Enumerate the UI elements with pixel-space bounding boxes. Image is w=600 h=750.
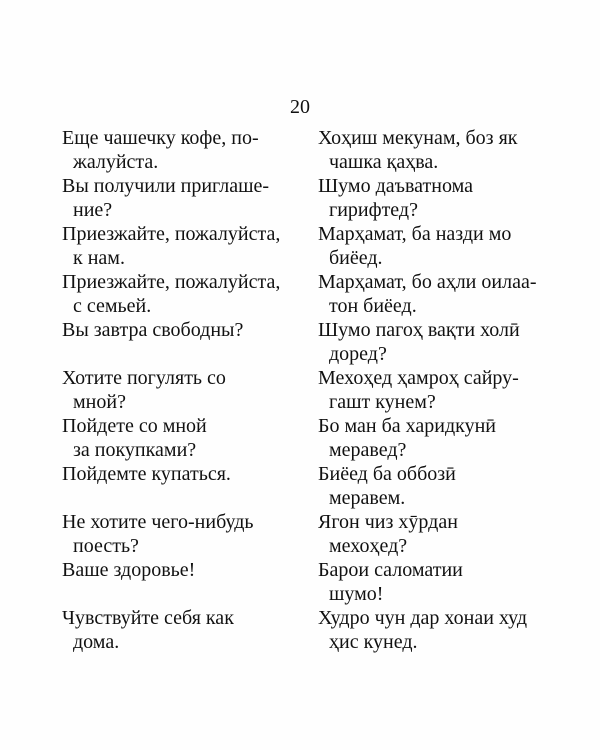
phrase-line: гашт кунем? [329, 391, 436, 413]
phrase-line: ние? [73, 199, 113, 221]
phrase-line: доред? [329, 343, 387, 365]
phrase-tj-8 [318, 462, 558, 510]
phrase-line: Приезжайте, пожалуйста, [62, 223, 281, 245]
phrase-tj-5 [318, 318, 558, 366]
phrase-line: Хоҳиш мекунам, боз як [318, 127, 518, 149]
phrase-line: биёед. [329, 247, 383, 269]
phrase-line: Приезжайте, пожалуйста, [62, 271, 281, 293]
phrase-ru-1 [62, 126, 302, 174]
phrase-line: Еще чашечку кофе, по- [62, 127, 259, 149]
phrase-line: ҳис кунед. [329, 631, 418, 653]
russian-column [62, 126, 302, 654]
phrase-line: жалуйста. [73, 151, 159, 173]
phrase-ru-6 [62, 366, 302, 414]
tajik-column [318, 126, 558, 654]
phrase-line: Марҳамат, бо аҳли оилаа- [318, 271, 537, 293]
phrase-line: к нам. [73, 247, 125, 269]
phrase-line: меравем. [329, 487, 406, 509]
phrase-line: Худро чун дар хонаи худ [318, 607, 528, 629]
phrase-ru-11 [62, 606, 302, 654]
phrase-tj-6 [318, 366, 558, 414]
phrase-ru-10 [62, 558, 302, 582]
phrase-line: поесть? [73, 535, 139, 557]
phrase-line: Ягон чиз хӯрдан [318, 511, 458, 533]
phrase-line: Чувствуйте себя как [62, 607, 234, 629]
phrase-tj-3 [318, 222, 558, 270]
phrase-line: дома. [73, 631, 120, 653]
phrase-ru-7 [62, 414, 302, 462]
phrase-ru-8 [62, 462, 302, 486]
phrase-line: гирифтед? [329, 199, 418, 221]
phrase-line: меравед? [329, 439, 407, 461]
phrase-line: Ваше здоровье! [62, 559, 196, 581]
phrase-line: Шумо пагоҳ вақти холӣ [318, 319, 520, 341]
phrase-tj-7 [318, 414, 558, 462]
phrase-line: Биёед ба оббозӣ [318, 463, 456, 485]
phrase-line: Пойдемте купаться. [62, 463, 231, 485]
phrase-line: чашка қаҳва. [329, 151, 439, 173]
phrase-tj-1 [318, 126, 558, 174]
phrase-line: Вы получили приглаше- [62, 175, 270, 197]
phrase-line: за покупками? [73, 439, 197, 461]
phrase-tj-9 [318, 510, 558, 558]
phrase-tj-11 [318, 606, 558, 654]
phrase-ru-2 [62, 174, 302, 222]
phrase-ru-5 [62, 318, 302, 342]
phrase-tj-4 [318, 270, 558, 318]
phrase-tj-10 [318, 558, 558, 606]
phrase-line: Барои саломатии [318, 559, 463, 581]
phrase-line: мехоҳед? [329, 535, 408, 557]
phrase-line: шумо! [329, 583, 384, 605]
phrase-ru-9 [62, 510, 302, 558]
page-number: 20 [290, 96, 310, 118]
phrase-line: Марҳамат, ба назди мо [318, 223, 512, 245]
phrase-tj-2 [318, 174, 558, 222]
phrase-line: Не хотите чего-нибудь [62, 511, 254, 533]
phrase-line: мной? [73, 391, 126, 413]
phrase-line: Пойдете со мной [62, 415, 207, 437]
phrase-line: с семьей. [73, 295, 152, 317]
phrase-line: Шумо даъватнома [318, 175, 473, 197]
phrase-line: Хотите погулять со [62, 367, 226, 389]
phrase-line: Вы завтра свободны? [62, 319, 244, 341]
phrase-line: тон биёед. [329, 295, 417, 317]
phrase-ru-4 [62, 270, 302, 318]
phrase-line: Бо ман ба харидкунӣ [318, 415, 496, 437]
phrase-line: Мехоҳед ҳамроҳ сайру- [318, 367, 519, 389]
phrase-ru-3 [62, 222, 302, 270]
